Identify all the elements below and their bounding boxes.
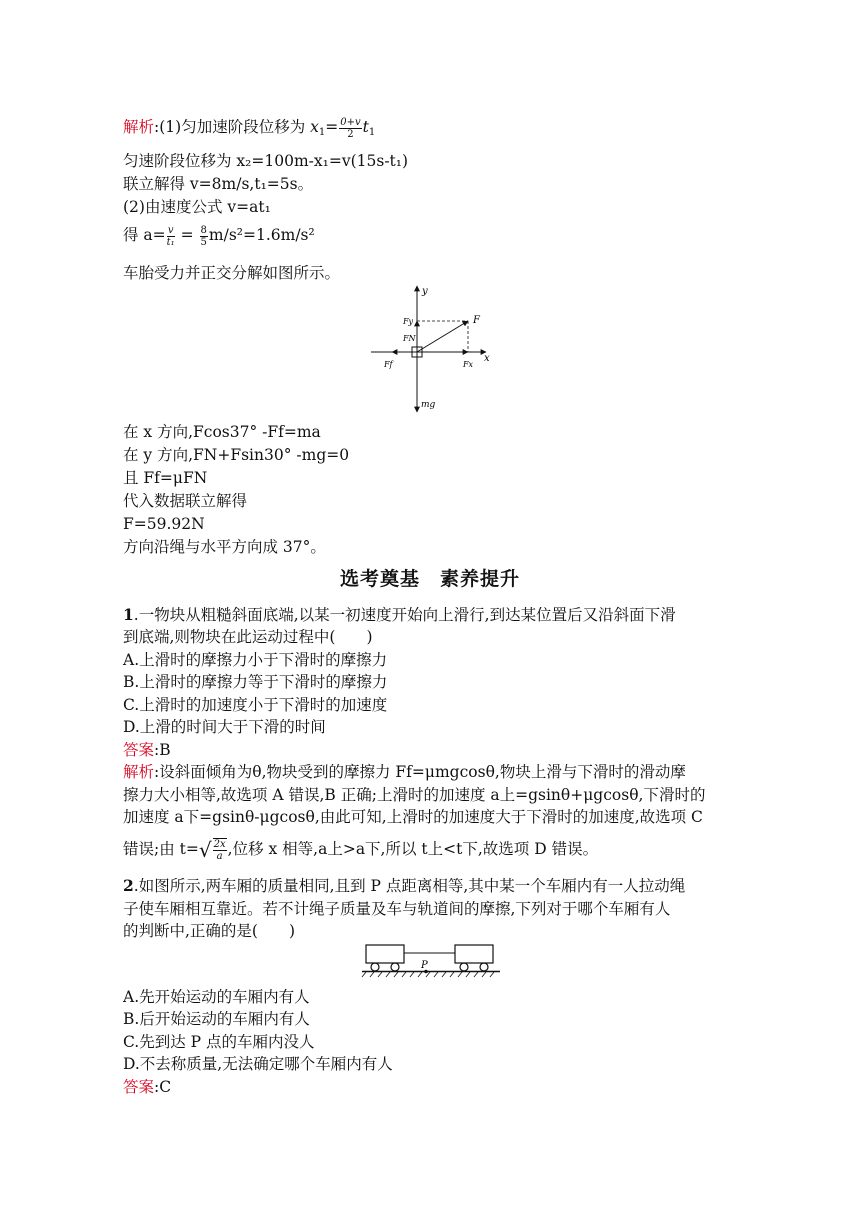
- solution-line-6: 车胎受力并正交分解如图所示。: [123, 264, 341, 282]
- mg-label: mg: [421, 400, 436, 410]
- solution-line-5: 得 a= $\frac{v}{\text{t₁}}$ = $\frac{8}{5}$ m/s²=1.6m/s²: [123, 224, 315, 248]
- right-cart-wheel: [460, 963, 468, 971]
- q2-option-c: C.先到达 P 点的车厢内没人: [123, 1033, 315, 1051]
- left-cart-wheel: [391, 963, 399, 971]
- q2-answer: 答案:C: [123, 1078, 172, 1096]
- q1-analysis-line-3: 加速度 a下=gsinθ-μgcosθ,由此可知,上滑时的加速度大于下滑时的加速度,故选项 C: [123, 808, 703, 826]
- q2-option-a: A.先开始运动的车厢内有人: [123, 988, 310, 1006]
- solution-line-12: 方向沿绳与水平方向成 37°。: [123, 538, 326, 556]
- q1-stem-line-2: 到底端,则物块在此运动过程中( ): [123, 628, 373, 646]
- left-cart: [366, 945, 404, 963]
- solution-line-11: F=59.92N: [123, 515, 205, 533]
- force-diagram: [366, 280, 496, 420]
- solution-line-2: 匀速阶段位移为 x₂=100m-x₁=v(15s-t₁): [123, 152, 409, 170]
- right-cart: [455, 945, 493, 963]
- q2-option-b: B.后开始运动的车厢内有人: [123, 1010, 310, 1028]
- q1-option-a: A.上滑时的摩擦力小于下滑时的摩擦力: [123, 651, 388, 669]
- left-cart-wheel: [371, 963, 379, 971]
- Fx-label: Fx: [463, 360, 474, 369]
- q2-option-d: D.不去称质量,无法确定哪个车厢内有人: [123, 1055, 393, 1073]
- q1-analysis-line-1: 解析:设斜面倾角为θ,物块受到的摩擦力 Ff=μmgcosθ,物块上滑与下滑时的滑动摩: [123, 763, 686, 781]
- solution-line-1: 解析:(1)匀加速阶段位移为 $x_1=$ $\frac{0+v}{2}$ $t_1$: [123, 116, 376, 140]
- solution-line-4: (2)由速度公式 v=at₁: [123, 198, 271, 216]
- solution-line-7: 在 x 方向,Fcos37° -Ff=ma: [123, 423, 321, 441]
- q2-stem-line-1: 2.如图所示,两车厢的质量相同,且到 P 点距离相等,其中某一个车厢内有一人拉动绳: [123, 876, 686, 895]
- solution-line-10: 代入数据联立解得: [123, 492, 248, 510]
- FN-label: FN: [403, 334, 416, 343]
- sqrt-expression: √ $\frac{2x}{a}$: [198, 838, 226, 862]
- q1-analysis-line-4: 错误;由 t=√ $\frac{2x}{a}$ ,位移 x 相等,a上>a下,所以 t上<t下,故选项 D 错误。: [123, 838, 599, 862]
- q1-answer: 答案:B: [123, 741, 171, 759]
- section-heading: 选考奠基 素养提升: [339, 568, 521, 590]
- solution-line-9: 且 Ff=μFN: [123, 469, 208, 487]
- solution-line-3: 联立解得 v=8m/s,t₁=5s。: [123, 175, 314, 193]
- solution-line-8: 在 y 方向,FN+Fsin30° -mg=0: [123, 446, 350, 464]
- q2-stem-line-2: 子使车厢相互靠近。若不计绳子质量及车与轨道间的摩擦,下列对于哪个车厢有人: [123, 900, 671, 918]
- q1-option-d: D.上滑的时间大于下滑的时间: [123, 718, 326, 736]
- q1-option-b: B.上滑时的摩擦力等于下滑时的摩擦力: [123, 673, 388, 691]
- y-axis-label: y: [422, 286, 428, 297]
- point-P-label: P: [421, 960, 428, 971]
- right-cart-wheel: [480, 963, 488, 971]
- force-F-arrow: [417, 321, 468, 352]
- Ff-label: Ff: [384, 360, 393, 369]
- F-label: F: [473, 315, 480, 326]
- fraction: $\frac{0+v}{2}$: [340, 116, 361, 140]
- ground-hatching: [362, 972, 494, 977]
- fraction: $\frac{v}{\text{t₁}}$: [166, 224, 175, 248]
- carts-diagram: [360, 938, 505, 980]
- x-axis-label: x: [484, 353, 490, 364]
- q1-stem-line-1: 1.一物块从粗糙斜面底端,以某一初速度开始向上滑行,到达某位置后又沿斜面下滑: [123, 605, 676, 624]
- q1-analysis-line-2: 擦力大小相等,故选项 A 错误,B 正确;上滑时的加速度 a上=gsinθ+μgcosθ,下滑时的: [123, 786, 706, 804]
- Fy-label: Fy: [403, 317, 414, 326]
- fraction: $\frac{8}{5}$: [200, 224, 207, 248]
- q2-stem-line-3: 的判断中,正确的是( ): [123, 922, 296, 940]
- solution-label: 解析: [123, 118, 155, 136]
- q1-option-c: C.上滑时的加速度小于下滑时的加速度: [123, 696, 388, 714]
